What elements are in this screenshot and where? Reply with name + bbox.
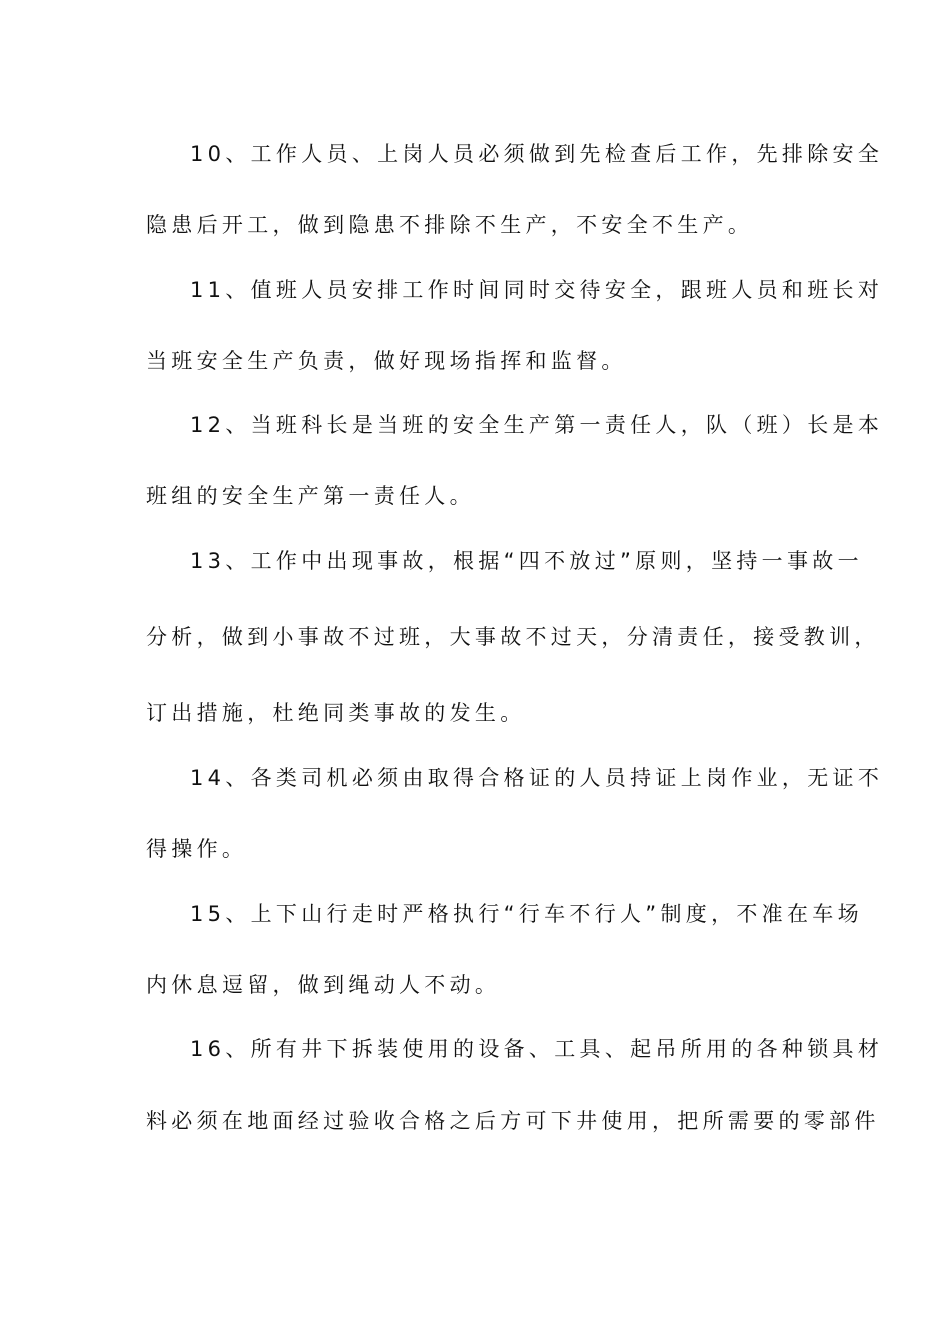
paragraph-11-line-2: 当班安全生产负责，做好现场指挥和监督。 (146, 349, 627, 373)
paragraph-12-line-2: 班组的安全生产第一责任人。 (146, 484, 475, 508)
paragraph-15-line-1: 15、上下山行走时严格执行“行车不行人”制度，不准在车场 (190, 902, 863, 926)
paragraph-13-line-1: 13、工作中出现事故，根据“四不放过”原则，坚持一事故一 (190, 549, 863, 573)
paragraph-11-line-1: 11、值班人员安排工作时间同时交待安全，跟班人员和班长对 (190, 278, 884, 302)
paragraph-13-line-2: 分析，做到小事故不过班，大事故不过天，分清责任，接受教训， (146, 625, 880, 649)
paragraph-14-line-2: 得操作。 (146, 837, 248, 861)
paragraph-10-line-1: 10、工作人员、上岗人员必须做到先检查后工作，先排除安全 (190, 142, 884, 166)
paragraph-10-line-2: 隐患后开工，做到隐患不排除不生产，不安全不生产。 (146, 213, 754, 237)
paragraph-14-line-1: 14、各类司机必须由取得合格证的人员持证上岗作业，无证不 (190, 766, 884, 790)
paragraph-15-line-2: 内休息逗留，做到绳动人不动。 (146, 973, 501, 997)
paragraph-16-line-2: 料必须在地面经过验收合格之后方可下井使用，把所需要的零部件 (146, 1109, 880, 1133)
paragraph-16-line-1: 16、所有井下拆装使用的设备、工具、起吊所用的各种锁具材 (190, 1037, 884, 1061)
paragraph-12-line-1: 12、当班科长是当班的安全生产第一责任人，队（班）长是本 (190, 413, 884, 437)
paragraph-13-line-3: 订出措施，杜绝同类事故的发生。 (146, 701, 526, 725)
